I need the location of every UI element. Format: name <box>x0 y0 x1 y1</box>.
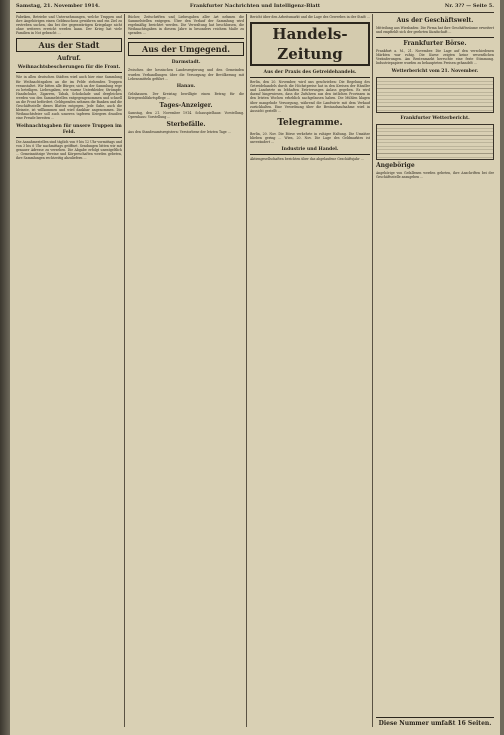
article-body: Gelnhausen. Der Kreistag bewilligte einen Betrag für die Kriegswohlfahrtspflege ... <box>128 91 244 100</box>
article-body: Bücher, Zeitschriften und Liebesgaben aller Art nehmen die Sammelstellen entgegen. Über den Verlauf der Sammlung wird regelmäßig berichtet werden. Die Verwaltung hat beschlossen, die Weihnachtsgaben in diesem Jahre in besonders reichem Maße zu spenden ... <box>128 15 244 36</box>
page-count-note: Diese Nummer umfaßt 16 Seiten. <box>376 717 494 727</box>
column-1 <box>16 15 122 729</box>
article-subtitle: Aus der Geschäftswelt. <box>396 17 474 24</box>
column-rule <box>372 14 373 727</box>
weather-table <box>376 77 494 113</box>
tagesanzeiger-heading: Tages-Anzeiger. <box>159 101 213 109</box>
sterbefaelle-heading: Sterbefälle. <box>166 121 206 129</box>
column-2 <box>128 15 244 729</box>
aufruf-title: Aufruf. <box>57 55 81 63</box>
masthead-page: Nr. 3?? — Seite 5. <box>444 3 494 9</box>
newspaper-page <box>10 0 500 735</box>
article-intro: Fabriken, Betriebe und Unternehmungen, welche Truppen und ihre Angehörigen einen Geldzuschuss gewähren und ein Ziel zu erstreben suchen, das bei der gegenwärtigen Kriegslage nicht ohne weiteres erreicht werden kann. Der Krieg hat viele Familien in Not gebracht ... <box>16 15 122 36</box>
notice-body: Angehörige von Gefallenen werden gebeten, ihre Anschriften bei der Geschäftsstelle anzugeben ... <box>376 170 494 179</box>
telegramme-heading: Telegramme. <box>277 117 343 128</box>
article-body: Aus den Standesamtsregistern: Verstorbene der letzten Tage ... <box>128 130 231 135</box>
masthead <box>16 2 494 13</box>
article-subtitle: Industrie und Handel. <box>250 147 370 155</box>
article-body: Die Annahmestellen sind täglich von 9 bis 12 Uhr vormittags und von 3 bis 6 Uhr nachmittags geöffnet. Sendungen bitten wir mit genauer Adresse zu versehen. Die Abgabe erfolgt unentgeltlich ... Gemeinnützige Vereine und Körperschaften werden gebeten, ihre Sammlungen rechtzeitig abzuliefern ... <box>16 139 122 160</box>
divider <box>376 37 494 38</box>
article-body: Zwischen der hessischen Landesregierung und den Gemeinden wurden Verhandlungen über die Versorgung der Bevölkerung mit Lebensmitteln geführt ... <box>128 68 244 81</box>
article-body: Berlin, den 20. November, wird uns geschrieben: Die Regelung des Getreidehandels durch die Höchstpreise hat in den Kreisen der Händler und Landwirte zu lebhaften Erörterungen Anlass gegeben. Es wird darauf hingewiesen, dass die Zufuhren aus den östlichen Provinzen in den letzten Wochen erheblich nachgelassen haben. Die Mühlen klagen über mangelnde Versorgung, während die Landwirte mit dem Verkauf zurückhalten. Eine Verordnung über die Bestandsaufnahme wird in Aussicht gestellt ... <box>250 80 370 113</box>
column-4 <box>376 15 494 729</box>
wetterbericht-heading-2: Frankfurter Wetterbericht. <box>400 115 470 121</box>
article-body: Berlin, 20. Nov. Die Börse verkehrte in ruhiger Haltung. Die Umsätze blieben gering ... Wien, 20. Nov. Die Lage des Geldmarktes ist unverändert ... <box>250 131 370 145</box>
article-body: Frankfurt a. M., 21. November. Die Lage auf den verschiedenen Märkten war ruhig. Die Kurse zeigten keine wesentlichen Veränderungen. Am Rentenmarkt herrschte eine feste Stimmung. Industriepapiere wurden zu behaupteten Preisen gehandelt ... <box>376 49 494 66</box>
aufruf-subtitle: Weihnachtsbescherungen für die Front. <box>16 65 122 73</box>
divider <box>128 38 244 39</box>
page-fold-shadow <box>0 0 10 735</box>
section-heading-umgegend: Aus der Umgegend. <box>128 42 244 56</box>
section-heading-stadt: Aus der Stadt <box>16 38 122 52</box>
article-body: Samstag, den 21. November 1914. Schauspielhaus: Vorstellung. Opernhaus: Vorstellung ... <box>128 110 244 120</box>
article-subtitle: Darmstadt. <box>171 60 201 66</box>
masthead-date: Samstag, 21. November 1914. <box>16 3 100 9</box>
wetterbericht-heading: Wetterbericht vom 21. November. <box>391 68 479 74</box>
aufruf-body: Wie in allen deutschen Städten wird auch hier eine Sammlung für Weihnachtsgaben an die im Felde stehenden Truppen veranstaltet. Wir bitten alle Bürger, sich an der Sammlung rege zu beteiligen. Liebesgaben, wie warme Unterkleider, Strümpfe, Handschuhe, Zigarren, Tabak, Schokolade und dergleichen werden von den Sammelstellen entgegengenommen und schnell an die Front befördert. Geldspenden nehmen die Banken und die Geschäftsstelle dieses Blattes entgegen. Jede Gabe, auch die kleinste, ist willkommen und wird dankbar angenommen. Die Weihnachtsfeier soll auch unseren tapferen Kriegern draußen eine Freude bereiten ... <box>16 75 122 121</box>
column-rule <box>124 14 125 727</box>
handels-zeitung-heading: Handels-Zeitung <box>250 22 370 66</box>
boerse-heading: Frankfurter Börse. <box>403 40 467 48</box>
column-rule <box>246 14 247 727</box>
article-body: Bericht über den Arbeitsmarkt und die Lage des Gewerbes in der Stadt ... <box>250 15 370 19</box>
masthead-title: Frankfurter Nachrichten und Intelligenz-Blatt <box>189 3 321 9</box>
article-subtitle: Hanau. <box>176 83 196 89</box>
article-subtitle: Aus der Praxis des Getreidehandels. <box>250 70 370 78</box>
article-subtitle: Weihnachtsgaben für unsere Truppen im Feld. <box>16 124 122 138</box>
article-body: Mitteilung aus Wiesbaden: Die Firma hat ihre Geschäftsräume erweitert und empfiehlt sich der geehrten Kundschaft ... <box>376 26 494 35</box>
column-3 <box>250 15 370 729</box>
notice-heading: Angebörige <box>376 161 415 169</box>
article-body: Aktiengesellschaften berichten über das abgelaufene Geschäftsjahr ... <box>250 157 364 162</box>
weather-table <box>376 124 494 160</box>
